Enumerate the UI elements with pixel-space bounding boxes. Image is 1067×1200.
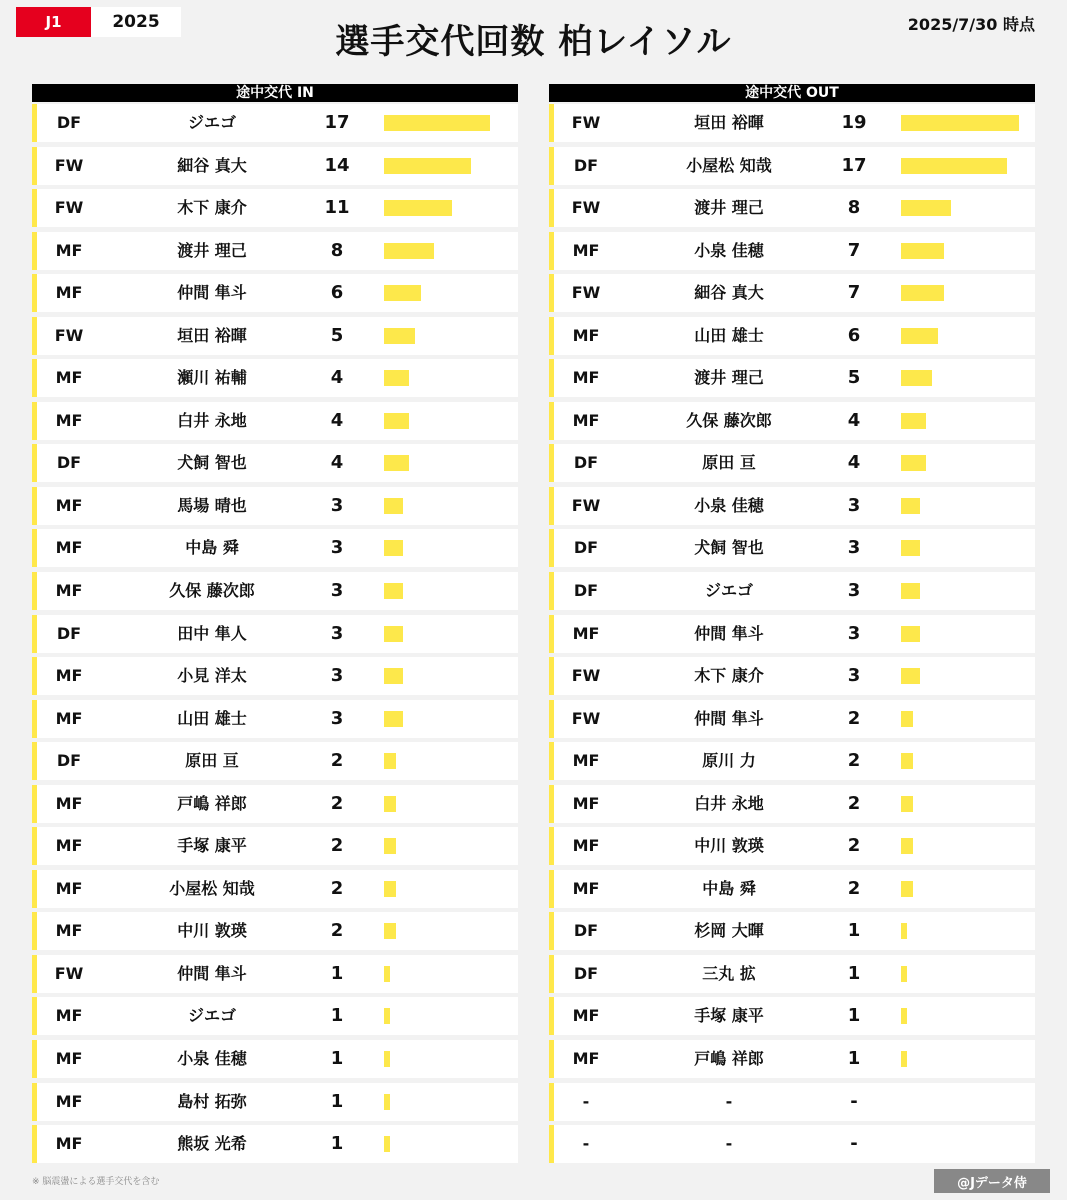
table-row-in [32,487,518,525]
position-label: MF [55,240,83,260]
count-label: 3 [847,622,861,644]
position-label: MF [572,751,600,771]
position-label: FW [571,283,601,303]
bar [901,923,907,939]
bar [901,881,913,897]
count-label: 2 [847,835,861,857]
position-label: MF [55,538,83,558]
position-label: FW [54,155,84,175]
position-label: DF [573,581,599,601]
bar [901,455,926,471]
player-name: 白井 永地 [177,410,247,430]
bar [384,881,396,897]
count-label: 1 [330,1090,344,1112]
bar [384,1008,390,1024]
position-label: MF [572,325,600,345]
player-name: 木下 康介 [694,666,764,686]
player-name: 久保 藤次郎 [169,581,255,601]
player-name: 渡井 理己 [177,240,247,260]
bar [901,838,913,854]
count-label: 4 [847,452,861,474]
table-row-in [32,997,518,1035]
table-row-in [32,827,518,865]
position-label: FW [54,198,84,218]
player-name: 中島 舜 [702,878,756,898]
bar [901,285,944,301]
position-label: MF [55,1049,83,1069]
bar [384,626,403,642]
table-row-in [32,955,518,993]
rows-out [549,104,1035,1163]
count-label: 1 [847,1005,861,1027]
player-name: ジエゴ [704,581,753,601]
player-name: 小泉 佳穂 [177,1049,247,1069]
player-name: 杉岡 大暉 [694,921,764,941]
position-label: MF [55,368,83,388]
count-label: 1 [847,962,861,984]
position-label: MF [572,623,600,643]
position-label: MF [572,836,600,856]
count-label: 7 [847,282,861,304]
count-label: 3 [330,580,344,602]
player-name: 細谷 真大 [177,155,247,175]
count-label: 8 [330,239,344,261]
player-name: 犬飼 智也 [694,538,764,558]
position-label: MF [572,1006,600,1026]
player-name: 田中 隼人 [177,623,247,643]
player-name: 白井 永地 [694,793,764,813]
position-label: - [582,1091,590,1111]
count-label: 5 [330,324,344,346]
table-row-in [32,742,518,780]
player-name: 小見 洋太 [177,666,247,686]
player-name: 渡井 理己 [694,198,764,218]
count-label: 3 [330,665,344,687]
bar [384,455,409,471]
bar [901,966,907,982]
bar [901,200,951,216]
as-of-date: 2025/7/30 時点 [907,15,1035,34]
bar [384,583,403,599]
player-name: 垣田 裕暉 [694,113,764,132]
table-row-out [549,274,1035,312]
table-row-in [32,615,518,653]
table-row-in [32,189,518,227]
table-row-out [549,955,1035,993]
count-label: 7 [847,239,861,261]
table-row-out [549,870,1035,908]
table-row-out [549,317,1035,355]
count-label: 2 [330,877,344,899]
count-label: 3 [330,494,344,516]
player-name: 小泉 佳穂 [694,495,764,515]
player-name: 木下 康介 [177,198,247,218]
count-label: 6 [330,282,344,304]
table-row-in [32,274,518,312]
bar [384,838,396,854]
bar [901,243,944,259]
position-label: MF [55,495,83,515]
player-name: 細谷 真大 [694,283,764,303]
player-name: 中川 敦瑛 [177,921,247,941]
count-label: 3 [847,537,861,559]
bar [901,1051,907,1067]
bar [384,115,490,131]
count-label: 2 [847,792,861,814]
position-label: MF [55,1091,83,1111]
bar [384,668,403,684]
player-name: ジエゴ [187,1006,236,1026]
count-label: 8 [847,197,861,219]
table-row-out [549,657,1035,695]
bar [384,243,434,259]
bar [901,370,932,386]
position-label: MF [572,793,600,813]
table-row-in [32,317,518,355]
player-name: 仲間 隼斗 [177,963,247,983]
position-label: DF [573,921,599,941]
player-name: 戸嶋 祥郎 [694,1049,764,1069]
bar [384,285,421,301]
position-label: DF [573,453,599,473]
position-label: DF [573,155,599,175]
bar [384,200,452,216]
count-label: 2 [847,877,861,899]
page-title: 選手交代回数 柏レイソル [335,22,732,62]
count-label: 2 [330,750,344,772]
count-label: 1 [847,920,861,942]
bar [384,1094,390,1110]
player-name: 原田 亘 [702,453,756,473]
position-label: MF [572,240,600,260]
table-row-out [549,402,1035,440]
bar [901,498,920,514]
bar [384,1136,390,1152]
table-row-out [549,1125,1035,1163]
table-row-out [549,742,1035,780]
player-name: 馬場 晴也 [177,495,247,515]
player-name: 犬飼 智也 [177,453,247,473]
table-row-in [32,359,518,397]
table-row-in [32,1125,518,1163]
count-label: 3 [330,622,344,644]
position-label: MF [55,410,83,430]
position-label: MF [55,878,83,898]
position-label: FW [571,198,601,218]
position-label: FW [571,666,601,686]
bar [384,413,409,429]
count-label: 2 [847,707,861,729]
table-row-in [32,104,518,142]
bar [384,370,409,386]
player-name: 熊坂 光希 [177,1134,247,1154]
count-label: 2 [847,750,861,772]
year-badge: 2025 [91,7,181,37]
league-badge: J1 [16,7,91,37]
player-name: 小泉 佳穂 [694,240,764,260]
table-row-out [549,1040,1035,1078]
rows-in [32,104,518,1163]
count-label: 1 [330,962,344,984]
position-label: DF [56,453,82,473]
table-row-in [32,785,518,823]
position-label: MF [55,921,83,941]
player-name: 小屋松 知哉 [169,878,255,898]
player-name: 手塚 康平 [177,836,247,856]
player-name: 仲間 隼斗 [694,708,764,728]
position-label: MF [55,1134,83,1154]
table-row-in [32,700,518,738]
bar [384,1051,390,1067]
player-name: 山田 雄士 [177,708,247,728]
bar [901,158,1007,174]
position-label: FW [54,963,84,983]
player-name: 山田 雄士 [694,325,764,345]
count-label: 2 [330,920,344,942]
count-label: 17 [841,154,867,176]
count-label: 3 [330,707,344,729]
count-label: - [850,1133,858,1155]
table-row-out [549,529,1035,567]
count-label: 3 [330,537,344,559]
table-row-out [549,444,1035,482]
bar [384,328,415,344]
player-name: 原川 力 [702,751,756,771]
position-label: FW [571,495,601,515]
table-row-in [32,529,518,567]
bar [384,923,396,939]
bar [901,583,920,599]
panel-sub-in [32,84,518,1163]
footnote: ※ 脳震盪による選手交代を含む [32,1177,160,1187]
count-label: 14 [324,154,350,176]
position-label: FW [571,708,601,728]
table-row-in [32,402,518,440]
player-name: 久保 藤次郎 [686,410,772,430]
table-row-in [32,657,518,695]
bar [901,115,1019,131]
table-row-in [32,147,518,185]
bar [384,711,403,727]
table-row-out [549,487,1035,525]
count-label: 4 [847,409,861,431]
count-label: 1 [330,1133,344,1155]
count-label: 4 [330,452,344,474]
table-row-in [32,1040,518,1078]
player-name: 仲間 隼斗 [177,283,247,303]
count-label: 5 [847,367,861,389]
position-label: MF [572,1049,600,1069]
bar [901,626,920,642]
bar [384,158,471,174]
count-label: 4 [330,409,344,431]
table-row-out [549,359,1035,397]
count-label: 4 [330,367,344,389]
bar [384,540,403,556]
position-label: MF [55,793,83,813]
player-name: 中島 舜 [185,538,239,558]
player-name: 小屋松 知哉 [686,155,772,175]
table-row-out [549,104,1035,142]
position-label: DF [56,113,82,132]
bar [384,498,403,514]
table-row-out [549,147,1035,185]
count-label: 11 [324,197,350,219]
player-name: - [725,1091,733,1111]
position-label: DF [573,538,599,558]
table-row-out [549,615,1035,653]
bar [384,753,396,769]
count-label: 3 [847,665,861,687]
player-name: 手塚 康平 [694,1006,764,1026]
player-name: 戸嶋 祥郎 [177,793,247,813]
count-label: 2 [330,835,344,857]
table-row-in [32,912,518,950]
bar [901,1008,907,1024]
bar [384,796,396,812]
position-label: FW [54,325,84,345]
position-label: DF [56,623,82,643]
position-label: MF [55,708,83,728]
position-label: - [582,1134,590,1154]
table-row-out [549,997,1035,1035]
position-label: MF [55,836,83,856]
count-label: 19 [841,112,867,133]
bar [384,966,390,982]
table-row-out [549,785,1035,823]
position-label: MF [55,1006,83,1026]
bar [901,796,913,812]
position-label: MF [55,283,83,303]
panel-title-in: 途中交代 IN [32,84,518,102]
panel-title-out: 途中交代 OUT [549,84,1035,102]
count-label: 1 [330,1005,344,1027]
player-name: 島村 拓弥 [177,1091,247,1111]
count-label: 2 [330,792,344,814]
bar [901,668,920,684]
bar [901,328,938,344]
position-label: MF [55,581,83,601]
count-label: 3 [847,580,861,602]
table-row-in [32,232,518,270]
player-name: 原田 亘 [185,751,239,771]
position-label: MF [55,666,83,686]
bar [901,711,913,727]
count-label: 6 [847,324,861,346]
table-row-out [549,827,1035,865]
position-label: MF [572,878,600,898]
count-label: 3 [847,494,861,516]
count-label: 1 [330,1048,344,1070]
player-name: 渡井 理己 [694,368,764,388]
table-row-in [32,444,518,482]
position-label: FW [571,113,601,132]
table-row-out [549,189,1035,227]
table-row-in [32,870,518,908]
table-row-out [549,232,1035,270]
credit-badge: @Jデータ侍 [934,1169,1050,1193]
table-row-out [549,912,1035,950]
player-name: ジエゴ [187,113,236,132]
count-label: - [850,1090,858,1112]
position-label: MF [572,410,600,430]
table-row-out [549,700,1035,738]
bar [901,753,913,769]
position-label: DF [573,963,599,983]
player-name: 三丸 拡 [702,963,756,983]
panel-sub-out [549,84,1035,1163]
count-label: 17 [324,112,350,133]
bar [901,413,926,429]
player-name: - [725,1134,733,1154]
player-name: 仲間 隼斗 [694,623,764,643]
player-name: 垣田 裕暉 [177,325,247,345]
table-row-out [549,572,1035,610]
table-row-in [32,572,518,610]
player-name: 中川 敦瑛 [694,836,764,856]
position-label: DF [56,751,82,771]
bar [901,540,920,556]
player-name: 瀬川 祐輔 [177,368,247,388]
position-label: MF [572,368,600,388]
count-label: 1 [847,1048,861,1070]
table-row-out [549,1083,1035,1121]
table-row-in [32,1083,518,1121]
